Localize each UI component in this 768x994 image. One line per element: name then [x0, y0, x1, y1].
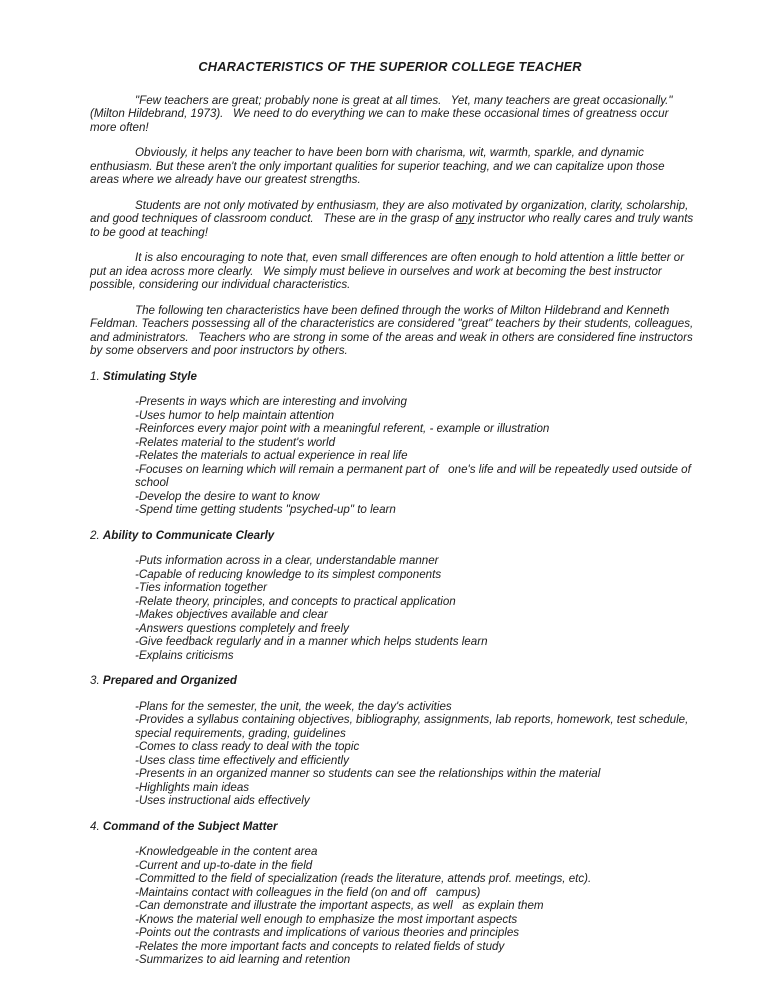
- list-item: -Maintains contact with colleagues in the field (on and off campus): [135, 885, 481, 899]
- list-item: -Uses class time effectively and efficiently: [135, 753, 349, 767]
- paragraph-text: Students are not only motivated by enthusiasm, they are also motivated by organization, clarity, scholarship, and good techniques of classroom conduct. These are in the grasp of: [90, 198, 692, 225]
- list-item: -Ties information together: [135, 581, 267, 594]
- section-heading: [90, 529, 694, 543]
- section-title: Prepared and Organized: [102, 674, 237, 687]
- list-item: -Reinforces every major point with a meaningful referent, - example or illustration: [135, 422, 550, 435]
- list-item: -Relates material to the student's world: [135, 435, 336, 449]
- list-item: -Knowledgeable in the content area: [135, 845, 318, 858]
- list-item: -Capable of reducing knowledge to its simplest components: [135, 567, 442, 581]
- list-item: -Presents in an organized manner so students can see the relationships within the material: [135, 767, 601, 780]
- list-item: -Makes objectives available and clear: [135, 608, 328, 621]
- section-number: 3.: [90, 674, 103, 687]
- section-number: 4.: [90, 819, 103, 833]
- section-item-list: [135, 395, 693, 517]
- paragraph: [90, 303, 697, 358]
- paragraph-text: "Few teachers are great; probably none is great at all times. Yet, many teachers are great occasionally." (Milton Hildebrand, 1973). We need to do everything we can to make these occasional times of greatness occur more often!: [90, 93, 683, 134]
- list-item: -Spend time getting students "psyched-up" to learn: [135, 503, 396, 516]
- list-item: -Relates the materials to actual experience in real life: [135, 449, 408, 462]
- section-number: 2.: [90, 528, 103, 542]
- paragraph-text: It is also encouraging to note that, even small differences are often enough to hold attention a little better or put an idea across more clearly. We simply must believe in ourselves and work at becoming the best instructor possible, considering our individual characteristics.: [90, 251, 688, 291]
- paragraph-text: The following ten characteristics have been defined through the works of Milton Hildebrand and Kenneth Feldman. Teachers possessing all of the characteristics are considered "great" teachers by their students, colleagues, and administrators. Teachers who are strong in some of the areas and weak in others are considered fine instructors by some observers and poor instructors by others.: [90, 303, 697, 357]
- list-item: -Relates the more important facts and concepts to related fields of study: [135, 939, 505, 953]
- paragraph: [90, 94, 694, 135]
- list-item: -Answers questions completely and freely: [135, 621, 349, 635]
- list-item: -Presents in ways which are interesting and involving: [135, 395, 407, 408]
- section-title: Ability to Communicate Clearly: [102, 528, 275, 542]
- paragraph-text: instructor who really cares and truly wants to be good at teaching!: [90, 212, 697, 239]
- section-item-list: [135, 845, 693, 967]
- paragraph-text: Obviously, it helps any teacher to have been born with charisma, wit, warmth, sparkle, and dynamic enthusiasm. But these aren't the only important qualities for superior teaching, and we can capitalize upon those areas where we already have our greatest strengths.: [90, 146, 668, 186]
- section-heading: [90, 370, 694, 384]
- list-item: -Develop the desire to want to know: [135, 489, 320, 503]
- list-item: -Knows the material well enough to emphasize the most important aspects: [135, 912, 518, 926]
- list-item: -Committed to the field of specialization (reads the literature, attends prof. meetings, etc).: [135, 872, 592, 885]
- list-item: -Explains criticisms: [135, 648, 234, 662]
- underlined-text: any: [455, 212, 475, 225]
- list-item: -Relate theory, principles, and concepts to practical application: [135, 594, 456, 608]
- paragraph: [90, 251, 694, 292]
- section-number: 1.: [90, 369, 103, 383]
- paragraphs: [90, 93, 697, 358]
- section-title: Command of the Subject Matter: [102, 819, 278, 833]
- list-item: -Summarizes to aid learning and retention: [135, 953, 351, 966]
- list-item: -Give feedback regularly and in a manner which helps students learn: [135, 635, 488, 648]
- section-title: Stimulating Style: [102, 369, 197, 383]
- list-item: -Focuses on learning which will remain a permanent part of one's life and will be repeatedly used outside of school: [135, 462, 695, 489]
- section-item-list: [135, 554, 693, 662]
- document-body: [90, 93, 697, 967]
- paragraph: [90, 146, 694, 187]
- paragraph: [90, 198, 697, 240]
- list-item: -Points out the contrasts and implications of various theories and principles: [135, 926, 520, 939]
- list-item: -Plans for the semester, the unit, the week, the day's activities: [135, 699, 452, 713]
- section-heading: [90, 820, 694, 834]
- section-item-list: [135, 700, 693, 808]
- list-item: -Uses humor to help maintain attention: [135, 408, 335, 422]
- list-item: -Comes to class ready to deal with the topic: [135, 740, 360, 753]
- list-item: -Highlights main ideas: [135, 780, 250, 794]
- list-item: -Current and up-to-date in the field: [135, 858, 313, 872]
- sections: [90, 370, 694, 967]
- section-heading: [90, 674, 694, 688]
- list-item: -Provides a syllabus containing objectives, bibliography, assignments, lab reports, homework, test schedule, special requirements, grading, guidelines: [135, 713, 692, 740]
- list-item: -Uses instructional aids effectively: [135, 794, 310, 807]
- list-item: -Can demonstrate and illustrate the important aspects, as well as explain them: [135, 899, 544, 912]
- page-title: CHARACTERISTICS OF THE SUPERIOR COLLEGE TEACHER: [198, 59, 582, 74]
- list-item: -Puts information across in a clear, understandable manner: [135, 554, 439, 567]
